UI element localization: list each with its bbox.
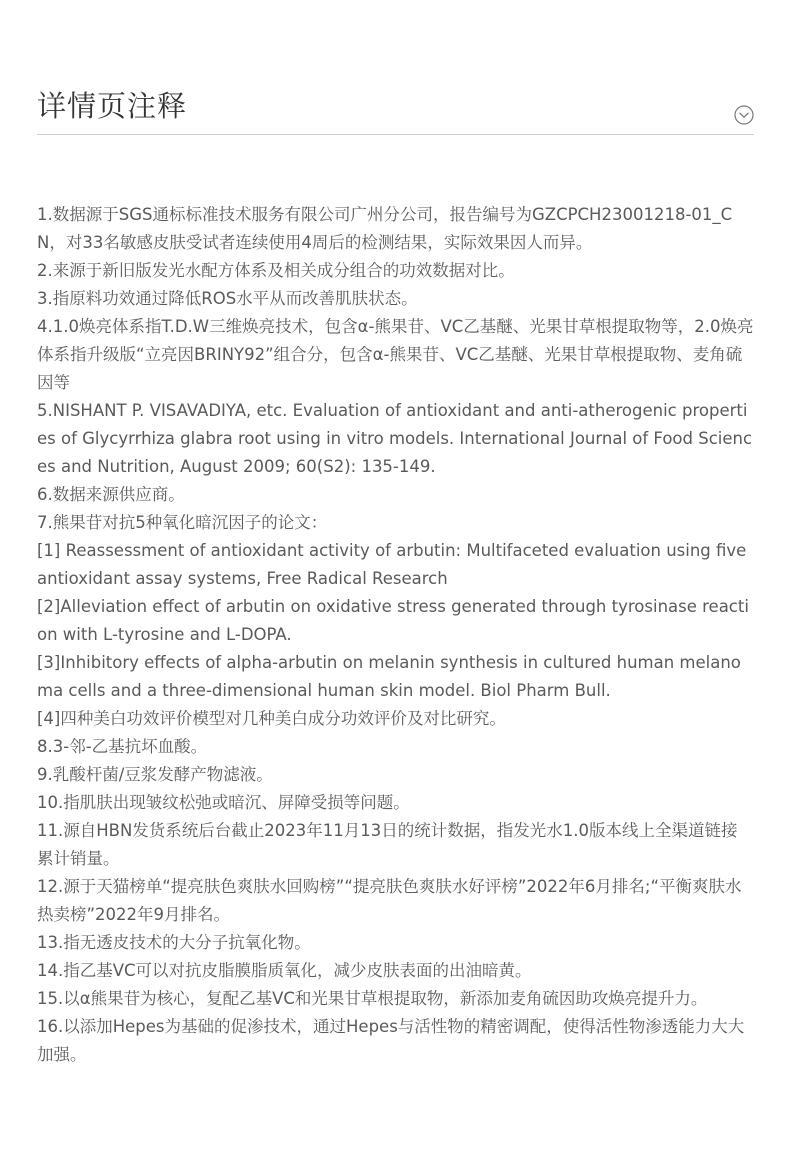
footnote-list	[37, 201, 754, 1069]
footnote-3: 3.指原料功效通过降低ROS水平从而改善肌肤状态。	[37, 289, 418, 308]
reference-3: [3]Inhibitory effects of alpha-arbutin on melanin synthesis in cultured human melanoma cells and a three-dimensional human skin model. Biol Pharm Bull.	[37, 653, 741, 700]
footnote-2: 2.来源于新旧版发光水配方体系及相关成分组合的功效数据对比。	[37, 261, 515, 280]
chevron-down-circle-icon[interactable]	[734, 105, 754, 125]
footnote-1: 1.数据源于SGS通标标准技术服务有限公司广州分公司，报告编号为GZCPCH23001218-01_CN，对33名敏感皮肤受试者连续使用4周后的检测结果，实际效果因人而异。	[37, 205, 733, 252]
footnote-15: 15.以α熊果苷为核心，复配乙基VC和光果甘草根提取物，新添加麦角硫因助攻焕亮提升力。	[37, 989, 708, 1008]
footnote-14: 14.指乙基VC可以对抗皮脂膜脂质氧化，减少皮肤表面的出油暗黄。	[37, 961, 532, 980]
footnote-8: 8.3-邻-乙基抗坏血酸。	[37, 737, 208, 756]
footnote-5: 5.NISHANT P. VISAVADIYA, etc. Evaluation of antioxidant and anti-atherogenic properties of Glycyrrhiza glabra root using in vitro models. International Journal of Food Sciences and Nutrition, August 2009; 60(S2): 135-149.	[37, 401, 753, 476]
footnote-7: 7.熊果苷对抗5种氧化暗沉因子的论文：	[37, 513, 328, 532]
footnote-13: 13.指无透皮技术的大分子抗氧化物。	[37, 933, 311, 952]
footnote-10: 10.指肌肤出现皱纹松弛或暗沉、屏障受损等问题。	[37, 793, 410, 812]
page-header	[37, 82, 754, 135]
reference-2: [2]Alleviation effect of arbutin on oxidative stress generated through tyrosinase reaction with L-tyrosine and L-DOPA.	[37, 597, 749, 644]
footnote-4: 4.1.0焕亮体系指T.D.W三维焕亮技术，包含α-熊果苷、VC乙基醚、光果甘草根提取物等，2.0焕亮体系指升级版“立亮因BRINY92”组合分，包含α-熊果苷、VC乙基醚、光果甘草根提取物、麦角硫因等	[37, 317, 754, 392]
footnote-11: 11.源自HBN发货系统后台截止2023年11月13日的统计数据，指发光水1.0版本线上全渠道链接累计销量。	[37, 821, 738, 868]
reference-1: [1] Reassessment of antioxidant activity of arbutin: Multifaceted evaluation using five antioxidant assay systems, Free Radical Research	[37, 541, 747, 588]
footnote-16: 16.以添加Hepes为基础的促渗技术，通过Hepes与活性物的精密调配，使得活性物渗透能力大大加强。	[37, 1017, 745, 1064]
reference-4: [4]四种美白功效评价模型对几种美白成分功效评价及对比研究。	[37, 709, 506, 728]
footnote-9: 9.乳酸杆菌/豆浆发酵产物滤液。	[37, 765, 273, 784]
footnote-12: 12.源于天猫榜单“提亮肤色爽肤水回购榜”“提亮肤色爽肤水好评榜”2022年6月排名;“平衡爽肤水热卖榜”2022年9月排名。	[37, 877, 742, 924]
footnote-6: 6.数据来源供应商。	[37, 485, 185, 504]
page-title: 详情页注释	[37, 89, 188, 123]
